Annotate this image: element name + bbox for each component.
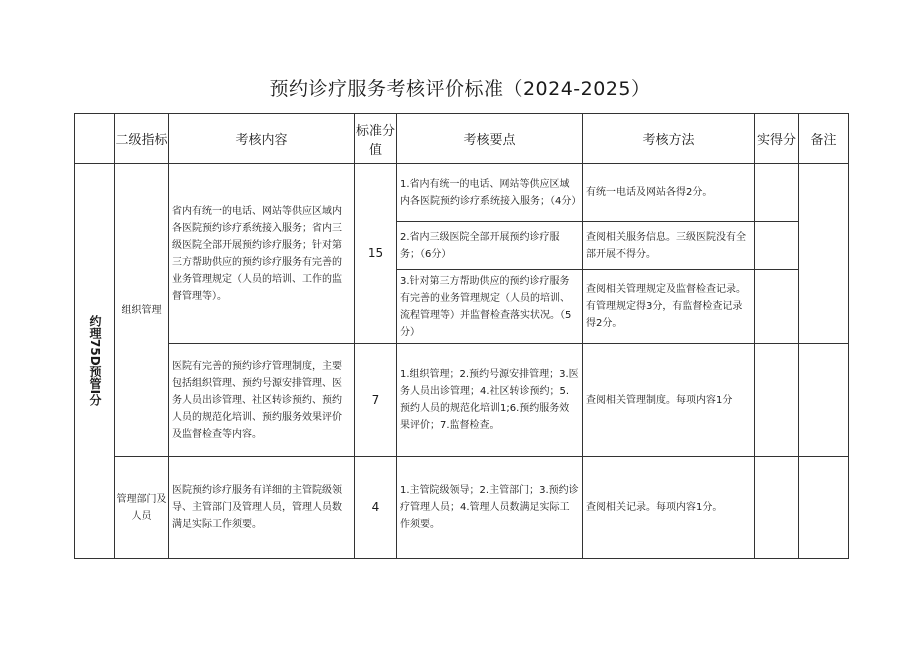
remarks-cell[interactable] <box>799 344 849 457</box>
method-cell <box>583 270 755 344</box>
method-cell <box>583 344 755 457</box>
score-value: 15 <box>367 246 384 260</box>
first-level-label: 约理75D预管I分 <box>88 315 102 407</box>
table-row <box>75 344 849 457</box>
header-second-level: 二级指标 <box>115 114 169 164</box>
method-cell <box>583 457 755 559</box>
table-row <box>75 164 849 222</box>
score-cell <box>355 344 397 457</box>
point-text: 1.组织管理；2.预约号源安排管理；3.医务人员出诊管理；4.社区转诊预约；5.预约人员的规范化培训1;6.预约服务效果评价；7.监督检查。 <box>400 369 579 431</box>
point-text: 1.主管院级领导；2.主管部门；3.预约诊疗管理人员；4.管理人员数满足实际工作须要。 <box>400 485 579 530</box>
group-name: 管理部门及人员 <box>116 493 167 522</box>
score-value: 4 <box>371 500 380 514</box>
point-text: 1.省内有统一的电话、网站等供应区域内各医院预约诊疗系统接入服务；（4分） <box>400 178 582 207</box>
remarks-cell[interactable] <box>799 164 849 344</box>
score-cell <box>355 457 397 559</box>
point-cell <box>397 344 583 457</box>
actual-score-cell[interactable] <box>755 270 799 344</box>
method-text: 查阅相关记录。每项内容1分。 <box>586 502 723 513</box>
point-cell <box>397 222 583 270</box>
point-cell <box>397 457 583 559</box>
header-actual-score: 实得分 <box>755 114 799 164</box>
method-text: 查阅相关服务信息。三级医院没有全部开展不得分。 <box>586 231 746 260</box>
first-level-cell <box>75 164 115 559</box>
content-text: 医院有完善的预约诊疗管理制度，主要包括组织管理、预约号源安排管理、医务人员出诊管理、社区转诊预约、预约人员的规范化培训、预约服务效果评价及监督检查等内容。 <box>172 360 342 440</box>
point-cell <box>397 164 583 222</box>
method-text: 查阅相关管理规定及监督检查记录。有管理规定得3分，有监督检查记录得2分。 <box>586 284 746 329</box>
actual-score-cell[interactable] <box>755 344 799 457</box>
group-name-cell <box>115 457 169 559</box>
content-cell <box>169 457 355 559</box>
actual-score-cell[interactable] <box>755 457 799 559</box>
table-row <box>75 457 849 559</box>
point-cell <box>397 270 583 344</box>
point-text: 2.省内三级医院全部开展预约诊疗服务；（6分） <box>400 231 560 260</box>
method-cell <box>583 222 755 270</box>
remarks-cell[interactable] <box>799 457 849 559</box>
content-text: 医院预约诊疗服务有详细的主管院级领导、主管部门及管理人员，管理人员数满足实际工作须要。 <box>172 485 342 530</box>
actual-score-cell[interactable] <box>755 222 799 270</box>
header-remarks: 备注 <box>799 114 849 164</box>
method-text: 有统一电话及网站各得2分。 <box>586 187 713 198</box>
content-cell <box>169 344 355 457</box>
group-name-cell <box>115 164 169 457</box>
group-name: 组织管理 <box>121 304 162 316</box>
document-title: 预约诊疗服务考核评价标准（2024-2025） <box>269 78 651 100</box>
header-row <box>75 114 849 164</box>
header-score: 标准分值 <box>355 114 397 164</box>
score-value: 7 <box>371 392 380 407</box>
header-method: 考核方法 <box>583 114 755 164</box>
assessment-table <box>74 113 849 559</box>
header-content: 考核内容 <box>169 114 355 164</box>
method-cell <box>583 164 755 222</box>
score-cell <box>355 164 397 344</box>
content-text: 省内有统一的电话、网站等供应区域内各医院预约诊疗系统接入服务；省内三级医院全部开展预约诊疗服务；针对第三方帮助供应的预约诊疗服务有完善的业务管理规定（人员的培训、工作的监督管理等）。 <box>172 205 342 302</box>
actual-score-cell[interactable] <box>755 164 799 222</box>
point-text: 3.针对第三方帮助供应的预约诊疗服务有完善的业务管理规定（人员的培训、流程管理等）并监督检查落实状况。（5分） <box>400 275 572 338</box>
header-key-points: 考核要点 <box>397 114 583 164</box>
method-text: 查阅相关管理制度。每项内容1分 <box>586 394 733 406</box>
content-cell <box>169 164 355 344</box>
header-first-level <box>75 114 115 164</box>
